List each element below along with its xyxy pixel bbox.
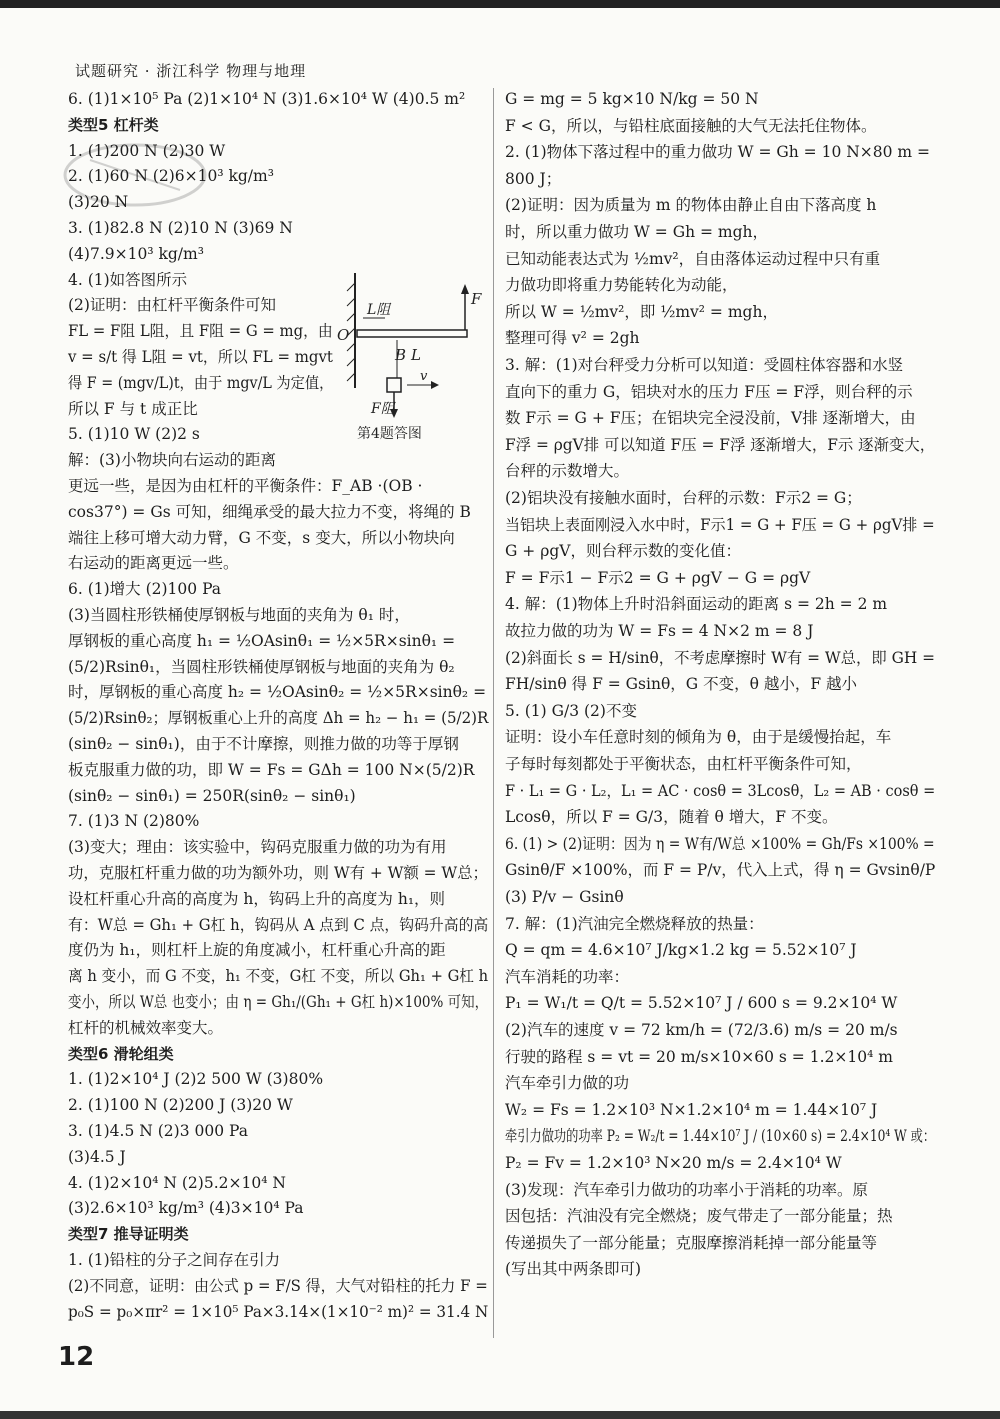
label-l-zu: L阻 — [367, 302, 391, 318]
left-column-line: 板克服重力做的功，即 W = Fs = GΔh = 100 N×(5/2)R — [68, 760, 475, 779]
right-column-line: 直向下的重力 G，铝块对水的压力 F压 = F浮，则台秤的示 — [505, 382, 913, 401]
left-column-line: FL = F阻 L阻，且 F阻 = G = mg，由 — [68, 322, 333, 341]
right-column-line: 整理可得 v² = 2gh — [505, 329, 640, 348]
page-number: 12 — [58, 1342, 95, 1372]
left-column-line: (5/2)Rsinθ₁，当圆柱形铁桶使厚钢板与地面的夹角为 θ₂ — [68, 657, 455, 676]
right-column-line: 故拉力做的功为 W = Fs = 4 N×2 m = 8 J — [505, 622, 814, 640]
left-column-line: 2. (1)100 N (2)200 J (3)20 W — [68, 1096, 293, 1115]
left-column-line: 2. (1)60 N (2)6×10³ kg/m³ — [68, 167, 274, 186]
left-column-line: 解：(3)小物块向右运动的距离 — [68, 451, 276, 470]
right-column-line: 6. (1) > (2)证明：因为 η = W有/W总 ×100% = Gh/Fs ×100% = — [505, 834, 935, 853]
right-column-line: 所以 W = ½mv²，即 ½mv² = mgh， — [505, 302, 778, 321]
right-column-line: 时，所以重力做功 W = Gh = mgh， — [505, 223, 769, 241]
right-column-line: 牵引力做功的功率 P₂ = W₂/t = 1.44×10⁷ J / (10×60 s) = 2.4×10⁴ W 或： — [505, 1127, 936, 1146]
left-column-line: (3)2.6×10³ kg/m³ (4)3×10⁴ Pa — [68, 1199, 304, 1218]
left-column-line: 厚钢板的重心高度 h₁ = ½OAsinθ₁ = ½×5R×sinθ₁ = — [68, 631, 456, 650]
right-column-line: FH/sinθ 得 F = Gsinθ，G 不变，θ 越小，F 越小 — [505, 675, 858, 694]
left-column-line: 离 h 变小，而 G 不变，h₁ 不变，G杠 不变，所以 Gh₁ + G杠 h — [68, 967, 489, 986]
left-column-line: 5. (1)10 W (2)2 s — [68, 425, 200, 444]
right-column-line: 数 F示 = G + F压；在铝块完全浸没前，V排 逐渐增大，由 — [505, 409, 916, 428]
label-o: O — [337, 326, 350, 344]
right-column-line: F浮 = ρgV排 可以知道 F压 = F浮 逐渐增大，F示 逐渐变大， — [505, 435, 936, 454]
left-column-line: (3)4.5 J — [68, 1147, 126, 1166]
right-column-line: (2)斜面长 s = H/sinθ，不考虑摩擦时 W有 = W总，即 GH = — [505, 648, 936, 667]
right-column-line: F = F示1 − F示2 = G + ρgV − G = ρgV — [505, 568, 811, 587]
left-column-line: 1. (1)铅柱的分子之间存在引力 — [68, 1251, 281, 1269]
left-column-line: 度仍为 h₁，则杠杆上旋的角度减小，杠杆重心升高的距 — [68, 941, 446, 960]
left-column-line: 类型5 杠杆类 — [68, 115, 159, 134]
right-column-line: Q = qm = 4.6×10⁷ J/kg×1.2 kg = 5.52×10⁷ J — [505, 941, 857, 960]
right-column-line: P₁ = W₁/t = Q/t = 5.52×10⁷ J / 600 s = 9.2×10⁴ W — [505, 994, 898, 1013]
right-column-line: W₂ = Fs = 1.2×10³ N×1.2×10⁴ m = 1.44×10⁷ J — [505, 1100, 878, 1119]
right-column-line: 7. 解：(1)汽油完全燃烧释放的热量： — [505, 914, 764, 933]
label-v: v — [420, 369, 428, 384]
left-column-line: (sinθ₂ − sinθ₁)，由于不计摩擦，则推力做的功等于厚钢 — [68, 735, 459, 753]
left-column-line: (3)20 N — [68, 193, 129, 212]
left-column-line: 3. (1)82.8 N (2)10 N (3)69 N — [68, 219, 293, 237]
diagram-caption: 第4题答图 — [357, 426, 422, 442]
left-column-line: (5/2)Rsinθ₂；厚钢板重心上升的高度 Δh = h₂ − h₁ = (5/2)R — [68, 709, 489, 728]
left-column-line: 4. (1)2×10⁴ N (2)5.2×10⁴ N — [68, 1173, 286, 1192]
block — [387, 378, 401, 392]
right-column-line: 行驶的路程 s = vt = 20 m/s×10×60 s = 1.2×10⁴ m — [505, 1047, 893, 1066]
left-column-line: 有：W总 = Gh₁ + G杠 h，钩码从 A 点到 C 点，钩码升高的高 — [68, 915, 489, 934]
right-column-line: (2)汽车的速度 v = 72 km/h = (72/3.6) m/s = 20 m/s — [505, 1021, 898, 1039]
right-column-line: Gsinθ/F ×100%，而 F = P/v，代入上式，得 η = Gvsinθ/P — [505, 861, 936, 880]
right-column-line: (3)发现：汽车牵引力做功的功率小于消耗的功率。原 — [505, 1180, 868, 1199]
left-column-line: (2)不同意，证明：由公式 p = F/S 得，大气对铅柱的托力 F = — [68, 1276, 488, 1295]
left-column-line: cos37°) = Gs 可知，细绳承受的最大拉力不变，将绳的 B — [68, 502, 471, 521]
page-header: 试题研究 · 浙江科学 物理与地理 — [75, 62, 307, 80]
lever-diagram — [335, 268, 495, 443]
right-column-line: 力做功即将重力势能转化为动能， — [505, 276, 738, 295]
left-column-line: 3. (1)4.5 N (2)3 000 Pa — [68, 1122, 248, 1140]
label-b: B — [395, 346, 407, 364]
right-column-line: 台秤的示数增大。 — [505, 462, 630, 481]
left-column-line: 端往上移可增大动力臂，G 不变，s 变大，所以小物块向 — [68, 528, 455, 547]
left-column-line: (3)当圆柱形铁桶使厚钢板与地面的夹角为 θ₁ 时， — [68, 606, 410, 624]
left-column-line: 6. (1)1×10⁵ Pa (2)1×10⁴ N (3)1.6×10⁴ W (4)0.5 m² — [68, 90, 466, 108]
left-column-line: v = s/t 得 L阻 = vt，所以 FL = mgvt — [68, 348, 333, 366]
top-edge-bar — [0, 0, 1000, 8]
right-column-line: Lcosθ，所以 F = G/3，随着 θ 增大，F 不变。 — [505, 808, 838, 827]
right-column-line: 因包括：汽油没有完全燃烧；废气带走了一部分能量；热 — [505, 1207, 893, 1226]
right-column-line: F · L₁ = G · L₂，L₁ = AC · cosθ = 3Lcosθ，L₂ = AB · cosθ = — [505, 781, 936, 800]
left-column-line: p₀S = p₀×πr² = 1×10⁵ Pa×3.14×(1×10⁻² m)² = 31.4 N — [68, 1302, 489, 1321]
left-column-line: (2)证明：由杠杆平衡条件可知 — [68, 296, 276, 315]
right-column-line: 证明：设小车任意时刻的倾角为 θ，由于是缓慢抬起，车 — [505, 728, 892, 747]
left-column-line: 6. (1)增大 (2)100 Pa — [68, 580, 222, 599]
left-column-line: 类型6 滑轮组类 — [68, 1044, 174, 1063]
left-column-line: 所以 F 与 t 成正比 — [68, 399, 198, 418]
left-column-line: 时，厚钢板的重心高度 h₂ = ½OAsinθ₂ = ½×5R×sinθ₂ = — [68, 683, 487, 702]
right-column-line: 已知动能表达式为 ½mv²，自由落体运动过程中只有重 — [505, 249, 881, 268]
left-column-line: 7. (1)3 N (2)80% — [68, 812, 200, 831]
right-column-line: 800 J； — [505, 169, 562, 188]
label-l: L — [411, 346, 421, 364]
label-f-zu: F阻 — [371, 401, 395, 417]
right-column-line: 子每时每刻都处于平衡状态，由杠杆平衡条件可知， — [505, 755, 862, 773]
left-column-line: 类型7 推导证明类 — [68, 1225, 189, 1244]
right-column-line: 汽车牵引力做的功 — [505, 1074, 630, 1093]
right-column-line: (2)铝块没有接触水面时，台秤的示数：F示2 = G； — [505, 489, 862, 507]
left-column-line: 右运动的距离更远一些。 — [68, 554, 239, 573]
left-column-line: 杠杆的机械效率变大。 — [68, 1018, 224, 1037]
right-column-line: 当铝块上表面刚浸入水中时，F示1 = G + F压 = G + ρgV排 = — [505, 515, 935, 534]
left-column-line: 4. (1)如答图所示 — [68, 270, 188, 289]
left-column-line: (3)变大；理由：该实验中，钩码克服重力做的功为有用 — [68, 838, 447, 857]
left-column-line: 1. (1)200 N (2)30 W — [68, 141, 226, 160]
left-column-line: 变小，所以 W总 也变小；由 η = Gh₁/(Gh₁ + G杠 h)×100% 可知， — [68, 993, 489, 1011]
right-column-line: G + ρgV，则台秤示数的变化值： — [505, 542, 741, 561]
right-column-line: P₂ = Fv = 1.2×10³ N×20 m/s = 2.4×10⁴ W — [505, 1154, 842, 1172]
left-column-line: 1. (1)2×10⁴ J (2)2 500 W (3)80% — [68, 1070, 324, 1089]
left-column-line: 更远一些，是因为由杠杆的平衡条件：F_AB ·(OB · — [68, 477, 423, 495]
right-column-line: F < G，所以，与铅柱底面接触的大气无法托住物体。 — [505, 116, 877, 135]
left-column-line: 功，克服杠杆重力做的功为额外功，则 W有 + W额 = W总； — [68, 864, 488, 882]
left-column-line: 设杠杆重心升高的高度为 h，钩码上升的高度为 h₁，则 — [68, 889, 446, 908]
right-column-line: 5. (1) G/3 (2)不变 — [505, 701, 637, 720]
right-column-line: 3. 解：(1)对台秤受力分析可以知道：受圆柱体容器和水竖 — [505, 356, 904, 374]
right-column-line: 汽车消耗的功率： — [505, 967, 630, 986]
right-column-line: (写出其中两条即可) — [505, 1260, 642, 1279]
right-column-line: 4. 解：(1)物体上升时沿斜面运动的距离 s = 2h = 2 m — [505, 595, 888, 614]
right-column-line: 2. (1)物体下落过程中的重力做功 W = Gh = 10 N×80 m = — [505, 143, 931, 162]
right-column-line: 传递损失了一部分能量；克服摩擦消耗掉一部分能量等 — [505, 1233, 878, 1252]
left-column-line: (4)7.9×10³ kg/m³ — [68, 244, 204, 263]
left-column-line: 得 F = (mgv/L)t，由于 mgv/L 为定值， — [68, 373, 334, 392]
right-column-line: (3) P/v − Gsinθ — [505, 888, 624, 906]
label-f: F — [471, 290, 482, 308]
bottom-edge-bar — [0, 1411, 1000, 1419]
right-column-line: (2)证明：因为质量为 m 的物体由静止自由下落高度 h — [505, 196, 877, 215]
lever-bar — [357, 330, 467, 337]
right-column-line: G = mg = 5 kg×10 N/kg = 50 N — [505, 90, 759, 108]
left-column-line: (sinθ₂ − sinθ₁) = 250R(sinθ₂ − sinθ₁) — [68, 786, 356, 805]
